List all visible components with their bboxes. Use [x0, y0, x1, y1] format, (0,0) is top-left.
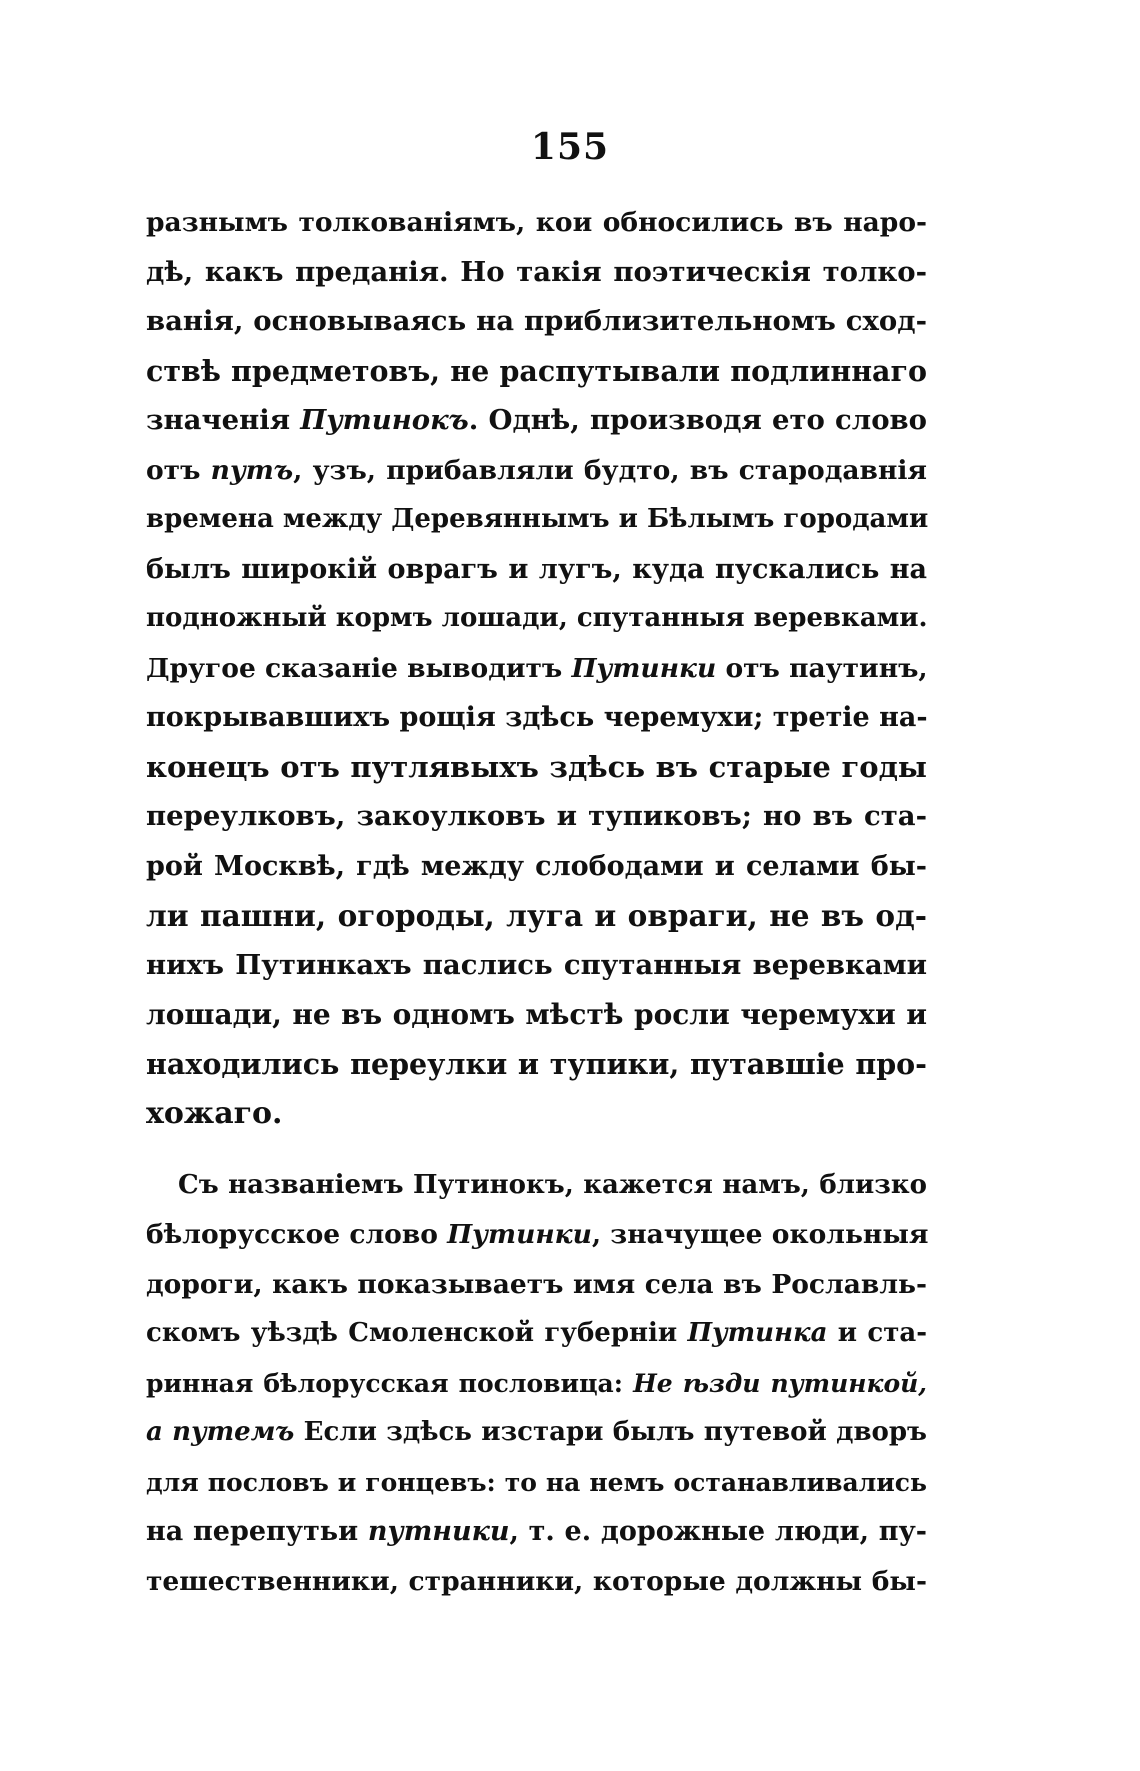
text-line: ли пашни, огороды, луга и овраги, не въ од-: [146, 898, 927, 933]
italic-term: путники: [367, 1516, 510, 1547]
text-line: ванія, основываясь на приблизительномъ сход-: [146, 305, 927, 337]
text-line: для пословъ и гонцевъ: то на немъ останавливались: [146, 1467, 927, 1497]
text-line: хожаго.: [146, 1096, 283, 1131]
text-line: разнымъ толкованіямъ, кои обносились въ наро-: [146, 207, 927, 238]
text-line: тешественники, странники, которые должны бы-: [146, 1565, 927, 1597]
text-line: нихъ Путинкахъ паслись спутанныя веревками: [146, 948, 927, 981]
text-line: конецъ отъ путлявыхъ здѣсь въ старые годы: [146, 749, 927, 784]
italic-term: Путинки: [447, 1219, 592, 1250]
text-line: дороги, какъ показываетъ имя села въ Рославль-: [146, 1268, 927, 1300]
italic-proverb: Не ѣзди путинкой,: [633, 1368, 927, 1398]
body-text: [146, 198, 927, 1606]
text-line: дѣ, какъ преданія. Но такія поэтическія толко-: [146, 255, 927, 288]
text-line: Съ названіемъ Путинокъ, кажется намъ, близко: [178, 1169, 927, 1200]
text-line: а путемъ Если здѣсь изстари былъ путевой дворъ: [146, 1417, 928, 1447]
text-line: ринная бѣлорусская пословица: Не ѣзди путинкой,: [146, 1368, 927, 1398]
text-line: покрывавшихъ рощія здѣсь черемухи; третіе на-: [146, 702, 928, 733]
text-line: лошади, не въ одномъ мѣстѣ росли черемухи и: [146, 998, 927, 1031]
paragraph: [146, 1161, 927, 1607]
text-line: находились переулки и тупики, путавшіе про-: [146, 1046, 927, 1081]
italic-term: Путинка: [687, 1318, 828, 1348]
italic-term: Путинокъ: [300, 404, 469, 436]
text-line: рой Москвѣ, гдѣ между слободами и селами бы-: [146, 850, 927, 882]
text-line: на перепутьи путники, т. е. дорожные люди, пу-: [146, 1516, 927, 1547]
text-line: Другое сказаніе выводитъ Путинки отъ паутинъ,: [146, 652, 928, 684]
text-line: значенія Путинокъ. Однѣ, производя ето слово: [146, 404, 927, 436]
text-line: былъ широкій оврагъ и лугъ, куда пускались на: [146, 553, 927, 585]
text-line: переулковъ, закоулковъ и тупиковъ; но въ ста-: [146, 800, 927, 832]
italic-term: путъ: [210, 454, 294, 486]
page-number: 155: [530, 126, 610, 168]
italic-term: Путинки: [571, 652, 717, 684]
paragraph: [146, 198, 927, 1139]
text-line: ствѣ предметовъ, не распутывали подлиннаго: [146, 353, 927, 388]
text-line: подножный кормъ лошади, спутанныя веревками.: [146, 603, 928, 633]
italic-proverb: а путемъ: [146, 1417, 295, 1447]
text-line: времена между Деревяннымъ и Бѣлымъ городами: [146, 504, 929, 534]
text-line: скомъ уѣздѣ Смоленской губерніи Путинка и ста-: [146, 1318, 927, 1348]
text-line: отъ путъ, узъ, прибавляли будто, въ стародавнія: [146, 454, 927, 486]
text-line: бѣлорусское слово Путинки, значущее окольныя: [146, 1219, 929, 1250]
